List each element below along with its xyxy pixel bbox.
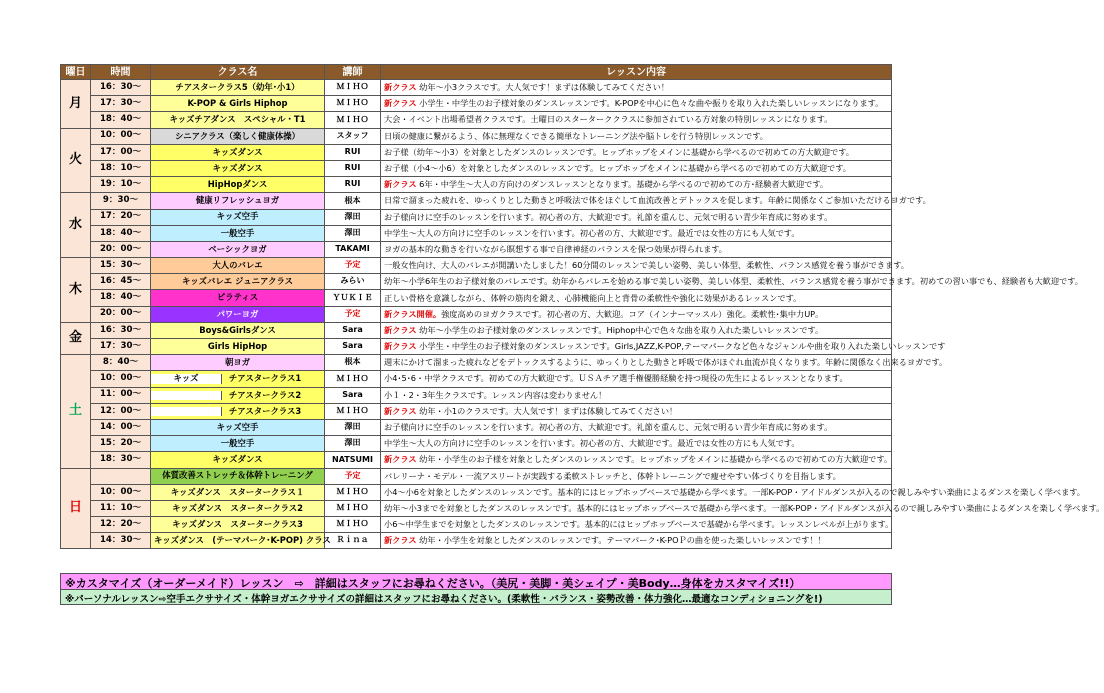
day-tuesday: 火 xyxy=(61,128,91,193)
class-cell: キッズダンス スタータークラス１ xyxy=(151,484,325,500)
description-cell: 正しい骨格を意識しながら、体幹の筋肉を鍛え、心肺機能向上と背骨の柔軟性や強化に効果があるレッスンです。 xyxy=(381,290,892,306)
description-cell: 一般女性向け、大人のバレエが開講いたしました！60分間のレッスンで美しい姿勢、美しい体型、柔軟性、バランス感覚を養う事ができます。 xyxy=(381,258,892,274)
description-cell: バレリーナ・モデル・一流アスリートが実践する柔軟ストレッチと、体幹トレーニングで痩せやすい体づくりを目指します。 xyxy=(381,468,892,484)
class-cell: ベーシックヨガ xyxy=(151,241,325,257)
instructor-cell: 根本 xyxy=(325,193,381,209)
description-cell: 新クラス 幼年・小学生を対象としたダンスのレッスンです。テーマパーク･K-POＰの曲を使った楽しいレッスンです！！ xyxy=(381,533,892,549)
instructor-cell: Sara xyxy=(325,322,381,338)
description-cell: お子様（幼年～小3）を対象としたダンスのレッスンです。ヒップホップをメインに基礎から学べるので初めての方大歓迎です。 xyxy=(381,144,892,160)
instructor-cell: 澤田 xyxy=(325,225,381,241)
table-row xyxy=(61,160,892,176)
personal-lesson-note: ※パーソナルレッスン⇨空手エクササイズ・体幹ヨガエクササイズの詳細はスタッフにお尋ねください。(柔軟性・バランス・姿勢改善・体力強化…最適なコンディショニングを!) xyxy=(60,590,892,605)
table-row xyxy=(61,419,892,435)
class-cell: キッズダンス xyxy=(151,452,325,468)
description-cell: 日頃の健康に繋がるよう、体に無理なくできる簡単なトレーニング法や脳トレを行う特別レッスンです。 xyxy=(381,128,892,144)
class-cell: チアスタークラス5（幼年･小1） xyxy=(151,80,325,96)
class-cell: チアスタークラス3 xyxy=(151,403,325,419)
description-cell: お子様向けに空手のレッスンを行います。初心者の方、大歓迎です。礼節を重んじ、元気で明るい青少年育成に努めます。 xyxy=(381,419,892,435)
table-row xyxy=(61,128,892,144)
day-monday: 月 xyxy=(61,80,91,129)
time-cell: 18：40～ xyxy=(91,225,151,241)
time-cell: 10：00～ xyxy=(91,371,151,387)
class-cell: 体質改善ストレッチ＆体幹トレーニング xyxy=(151,468,325,484)
instructor-cell: Sara xyxy=(325,339,381,355)
table-row xyxy=(61,339,892,355)
description-cell: 小4･5･6・中学クラスです。初めての方大歓迎です。ＵＳＡチア選手権優勝経験を持つ現役の先生によるレッスンとなります。 xyxy=(381,371,892,387)
header-time: 時間 xyxy=(91,65,151,80)
time-cell: 16：30～ xyxy=(91,322,151,338)
instructor-cell: 根本 xyxy=(325,355,381,371)
description-cell: 小１・2・3年生クラスです。レッスン内容は変わりません！ xyxy=(381,387,892,403)
header-instructor: 講師 xyxy=(325,65,381,80)
time-cell: 12：00～ xyxy=(91,403,151,419)
description-cell: 新クラス 幼年～小3クラスです。大人気です！まずは体験してみてください！ xyxy=(381,80,892,96)
instructor-cell: ＭＩＨＯ xyxy=(325,96,381,112)
instructor-cell: ＭＩＨＯ xyxy=(325,403,381,419)
day-wednesday: 水 xyxy=(61,193,91,258)
class-cell: ピラティス xyxy=(151,290,325,306)
instructor-cell: ＭＩＨＯ xyxy=(325,484,381,500)
table-row xyxy=(61,306,892,322)
class-cell: Boys&Girlsダンス xyxy=(151,322,325,338)
class-cell: HipHopダンス xyxy=(151,177,325,193)
instructor-cell: RUI xyxy=(325,144,381,160)
description-cell: 幼年～小学6年生のお子様対象のバレエです。幼年からバレエを始める事で美しい姿勢、美しい体型、柔軟性、バランス感覚を養う事ができます。初めての習い事でも、経験者も大歓迎です。 xyxy=(381,274,892,290)
instructor-cell: 予定 xyxy=(325,258,381,274)
time-cell: 10：00～ xyxy=(91,128,151,144)
class-cell: キッズダンス xyxy=(151,144,325,160)
time-cell: 17：30～ xyxy=(91,339,151,355)
header-day: 曜日 xyxy=(61,65,91,80)
day-friday: 金 xyxy=(61,322,91,354)
table-row xyxy=(61,452,892,468)
description-cell: 中学生～大人の方向けに空手のレッスンを行います。初心者の方、大歓迎です。最近では女性の方にも人気です。 xyxy=(381,225,892,241)
header-row xyxy=(61,65,892,80)
day-saturday: 土 xyxy=(61,355,91,468)
time-cell: 10：00～ xyxy=(91,484,151,500)
table-row xyxy=(61,258,892,274)
description-cell: 新クラス 幼年～小学生のお子様対象のダンスレッスンです。Hiphop中心で色々な曲を取り入れた楽しいレッスンです。 xyxy=(381,322,892,338)
time-cell: 15：20～ xyxy=(91,436,151,452)
description-cell: お子様（小4～小6）を対象としたダンスのレッスンです。ヒップホップをメインに基礎から学べるので初めての方大歓迎です。 xyxy=(381,160,892,176)
customize-lesson-note: ※カスタマイズ（オーダーメイド）レッスン ⇨ 詳細はスタッフにお尋ねください。（美尻・美脚・美シェイプ・美Body…身体をカスタマイズ!!） xyxy=(60,573,892,590)
instructor-cell: ＹＵＫＩＥ xyxy=(325,290,381,306)
header-class: クラス名 xyxy=(151,65,325,80)
table-row xyxy=(61,371,892,387)
description-cell: 幼年～小3までを対象としたダンスのレッスンです。基本的にはヒップホップベースで基礎から学べます。一部K-POP・アイドルダンスが入るので親しみやすい楽曲によるダンスを楽しく学べます。 xyxy=(381,500,892,516)
instructor-cell: 澤田 xyxy=(325,209,381,225)
description-cell: 中学生～大人の方向けに空手のレッスンを行います。初心者の方、大歓迎です。最近では女性の方にも人気です。 xyxy=(381,436,892,452)
class-cell: キッズチアダンス スペシャル・T1 xyxy=(151,112,325,128)
class-cell: キッズ空手 xyxy=(151,209,325,225)
day-sunday: 日 xyxy=(61,468,91,549)
time-cell: 18：10～ xyxy=(91,160,151,176)
table-row xyxy=(61,468,892,484)
table-row xyxy=(61,96,892,112)
instructor-cell: ＭＩＨＯ xyxy=(325,517,381,533)
time-cell: 15：30～ xyxy=(91,258,151,274)
time-cell: 16：45～ xyxy=(91,274,151,290)
kids-group-label: キッズ xyxy=(151,374,222,383)
description-cell: 新クラス開催。強度高めのヨガクラスです。初心者の方、大歓迎。コア（インナーマッスル）強化。柔軟性･集中力UP。 xyxy=(381,306,892,322)
table-row xyxy=(61,290,892,306)
time-cell: 17：00～ xyxy=(91,144,151,160)
class-cell: キッズダンス スタータークラス3 xyxy=(151,517,325,533)
time-cell: 12：20～ xyxy=(91,517,151,533)
class-cell: 一般空手 xyxy=(151,225,325,241)
instructor-cell: スタッフ xyxy=(325,128,381,144)
class-cell: キッズダンス スタータークラス2 xyxy=(151,500,325,516)
description-cell: 新クラス 幼年・小1のクラスです。大人気です！まずは体験してみてください！ xyxy=(381,403,892,419)
class-cell: キッズ空手 xyxy=(151,419,325,435)
table-row xyxy=(61,500,892,516)
class-cell: キッズダンス (テーマパーク･K-POP) クラス xyxy=(151,533,325,549)
table-row xyxy=(61,274,892,290)
description-cell: 新クラス 幼年・小学生のお子様を対象としたダンスのレッスンです。ヒップホップをメインに基礎から学べるので初めての方大歓迎です。 xyxy=(381,452,892,468)
description-cell: ヨガの基本的な動きを行いながら瞑想する事で自律神経のバランスを保つ効果が得られます。 xyxy=(381,241,892,257)
time-cell: 18：40～ xyxy=(91,112,151,128)
time-cell: 16：30～ xyxy=(91,80,151,96)
table-row xyxy=(61,80,892,96)
description-cell: 大会・イベント出場希望者クラスです。土曜日のスターターククラスに参加されている方対象の特別レッスンになります。 xyxy=(381,112,892,128)
header-content: レッスン内容 xyxy=(381,65,892,80)
description-cell: 小6～中学生までを対象としたダンスのレッスンです。基本的にはヒップホップベースで基礎から学べます。レッスンレベルが上がります。 xyxy=(381,517,892,533)
table-row xyxy=(61,241,892,257)
table-row xyxy=(61,533,892,549)
time-cell: 14：30～ xyxy=(91,533,151,549)
table-row xyxy=(61,112,892,128)
time-cell: 9：30～ xyxy=(91,193,151,209)
day-thursday: 木 xyxy=(61,258,91,323)
instructor-cell: TAKAMI xyxy=(325,241,381,257)
table-row xyxy=(61,209,892,225)
description-cell: 週末にかけて溜まった疲れなどをデトックスするように、ゆっくりとした動きと呼吸で体がほぐれ血流が良くなります。年齢に関係なく出来るヨガです。 xyxy=(381,355,892,371)
table-row xyxy=(61,177,892,193)
description-cell: 小4～小6を対象としたダンスのレッスンです。基本的にはヒップホップベースで基礎から学べます。一部K-POP・アイドルダンスが入るので親しみやすい楽曲によるダンスを楽しく学べます。 xyxy=(381,484,892,500)
time-cell: 19：10～ xyxy=(91,177,151,193)
instructor-cell: 澤田 xyxy=(325,419,381,435)
time-cell: 17：20～ xyxy=(91,209,151,225)
instructor-cell: 予定 xyxy=(325,468,381,484)
time-cell: 17：30～ xyxy=(91,96,151,112)
class-cell: 健康リフレッシュヨガ xyxy=(151,193,325,209)
instructor-cell: RUI xyxy=(325,160,381,176)
class-cell: Girls HipHop xyxy=(151,339,325,355)
instructor-cell: ＭＩＨＯ xyxy=(325,112,381,128)
time-cell: 11：00～ xyxy=(91,387,151,403)
class-cell: キッズダンス xyxy=(151,160,325,176)
instructor-cell: ＭＩＨＯ xyxy=(325,500,381,516)
table-row xyxy=(61,225,892,241)
class-cell: 大人のバレエ xyxy=(151,258,325,274)
table-row xyxy=(61,436,892,452)
class-cell: キッズ チアスタークラス1 xyxy=(151,371,325,387)
class-cell: パワーヨガ xyxy=(151,306,325,322)
table-row xyxy=(61,355,892,371)
class-cell: K-POP & Girls Hiphop xyxy=(151,96,325,112)
notes-section xyxy=(60,573,892,605)
time-cell: 18：40～ xyxy=(91,290,151,306)
instructor-cell: Ｒｉｎａ xyxy=(325,533,381,549)
description-cell: 新クラス 小学生・中学生のお子様対象のダンスレッスンです。K-POPを中心に色々な曲や振りを取り入れた楽しいレッスンになります。 xyxy=(381,96,892,112)
class-cell: 一般空手 xyxy=(151,436,325,452)
class-cell: チアスタークラス2 xyxy=(151,387,325,403)
class-cell: キッズバレエ ジュニアクラス xyxy=(151,274,325,290)
table-row xyxy=(61,517,892,533)
table-row xyxy=(61,322,892,338)
instructor-cell: RUI xyxy=(325,177,381,193)
schedule-table xyxy=(60,64,1104,549)
description-cell: 日常で溜まった疲れを、ゆっくりとした動きと呼吸法で体をほぐして血流改善とデトックスを促します。年齢に関係なくご参加いただけるヨガです。 xyxy=(381,193,892,209)
instructor-cell: みらい xyxy=(325,274,381,290)
time-cell xyxy=(91,468,151,484)
table-row xyxy=(61,144,892,160)
time-cell: 14：00～ xyxy=(91,419,151,435)
instructor-cell: NATSUMI xyxy=(325,452,381,468)
instructor-cell: 澤田 xyxy=(325,436,381,452)
table-row xyxy=(61,403,892,419)
instructor-cell: 予定 xyxy=(325,306,381,322)
instructor-cell: ＭＩＨＯ xyxy=(325,80,381,96)
class-cell: 朝ヨガ xyxy=(151,355,325,371)
description-cell: 新クラス 小学生・中学生のお子様対象のダンスレッスンです。Girls,JAZZ,K-POP,テーマパークなど色々なジャンルや曲を取り入れた楽しいレッスンです xyxy=(381,339,892,355)
time-cell: 20：00～ xyxy=(91,306,151,322)
time-cell: 8：40～ xyxy=(91,355,151,371)
description-cell: 新クラス 6年・中学生～大人の方向けのダンスレッスンとなります。基礎から学べるので初めての方･経験者大歓迎です。 xyxy=(381,177,892,193)
class-cell: シニアクラス（楽しく健康体操） xyxy=(151,128,325,144)
instructor-cell: ＭＩＨＯ xyxy=(325,371,381,387)
time-cell: 18：30～ xyxy=(91,452,151,468)
time-cell: 20：00～ xyxy=(91,241,151,257)
table-row xyxy=(61,484,892,500)
time-cell: 11：10～ xyxy=(91,500,151,516)
table-row xyxy=(61,193,892,209)
description-cell: お子様向けに空手のレッスンを行います。初心者の方、大歓迎です。礼節を重んじ、元気で明るい青少年育成に努めます。 xyxy=(381,209,892,225)
table-row xyxy=(61,387,892,403)
instructor-cell: Sara xyxy=(325,387,381,403)
